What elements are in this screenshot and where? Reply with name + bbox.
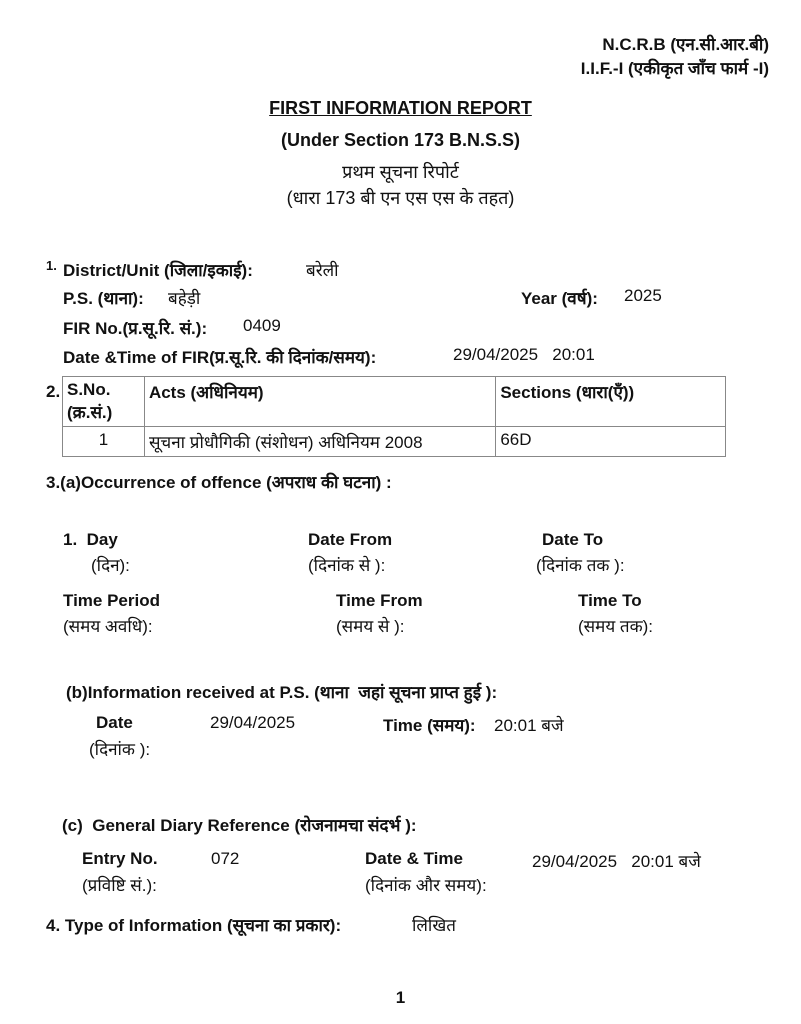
fir-datetime-value: 29/04/2025 20:01 <box>453 345 595 364</box>
date-to-label: Date To <box>542 530 604 549</box>
row-act: सूचना प्रोधौगिकी (संशोधन) अधिनियम 2008 <box>144 427 495 457</box>
date-from-label-hindi: (दिनांक से ): <box>308 556 386 575</box>
ps-label: P.S. (थाना): <box>63 289 144 308</box>
time-from-label: Time From <box>336 591 423 610</box>
time-to-label-hindi: (समय तक): <box>578 617 654 636</box>
report-section-hindi: (धारा 173 बी एन एस एस के तहत) <box>286 188 515 208</box>
col-sno <box>63 377 145 427</box>
received-time-value: 20:01 बजे <box>494 716 564 735</box>
time-to-label: Time To <box>578 591 642 610</box>
fir-no-value: 0409 <box>243 316 281 335</box>
year-value: 2025 <box>624 286 662 305</box>
section-2-number: 2. <box>46 382 61 401</box>
time-from-label-hindi: (समय से ): <box>336 617 405 636</box>
page-number: 1 <box>395 988 406 1007</box>
district-value: बरेली <box>306 261 339 280</box>
day-label: 1. Day <box>63 530 118 549</box>
received-date-label: Date <box>96 713 133 732</box>
gd-datetime-label-hindi: (दिनांक और समय): <box>365 876 487 895</box>
entry-no-label-hindi: (प्रविष्टि सं.): <box>82 876 157 895</box>
section-1-number: 1. <box>46 258 57 273</box>
iif-label: I.I.F.-I (एकीकृत जाँच फार्म -I) <box>580 59 769 78</box>
occurrence-heading: 3.(a)Occurrence of offence (अपराध की घटना) : <box>46 473 392 492</box>
fir-no-label: FIR No.(प्र.सू.रि. सं.): <box>63 319 208 338</box>
gd-datetime-value: 29/04/2025 20:01 बजे <box>532 852 701 871</box>
entry-no-label: Entry No. <box>82 849 158 868</box>
received-date-value: 29/04/2025 <box>210 713 296 732</box>
date-from-label: Date From <box>308 530 393 549</box>
ps-value: बहेड़ी <box>168 289 201 308</box>
type-of-information-value: लिखित <box>412 916 456 935</box>
fir-datetime-label: Date &Time of FIR(प्र.सू.रि. की दिनांक/समय): <box>63 348 377 367</box>
year-label: Year (वर्ष): <box>521 289 598 308</box>
col-sno-hi: (क्र.सं.) <box>67 403 113 422</box>
day-label-hindi: (दिन): <box>91 556 130 575</box>
gd-datetime-label: Date & Time <box>365 849 463 868</box>
table-row <box>63 427 726 457</box>
time-period-label-hindi: (समय अवधि): <box>63 617 153 636</box>
report-title-hindi: प्रथम सूचना रिपोर्ट <box>342 162 459 182</box>
col-acts: Acts (अधिनियम) <box>144 377 495 427</box>
row-sno: 1 <box>63 427 145 457</box>
date-to-label-hindi: (दिनांक तक ): <box>536 556 625 575</box>
info-received-heading: (b)Information received at P.S. (थाना जहां सूचना प्राप्त हुई ): <box>66 683 498 702</box>
received-date-label-hindi: (दिनांक ): <box>89 740 151 759</box>
district-label: District/Unit (जिला/इकाई): <box>63 261 253 280</box>
acts-table <box>62 376 726 457</box>
type-of-information-label: 4. Type of Information (सूचना का प्रकार): <box>46 916 342 935</box>
report-title: FIRST INFORMATION REPORT <box>269 98 532 118</box>
time-period-label: Time Period <box>63 591 160 610</box>
ncrb-label: N.C.R.B (एन.सी.आर.बी) <box>602 35 769 54</box>
row-section: 66D <box>496 427 726 457</box>
col-sections: Sections (धारा(एँ)) <box>496 377 726 427</box>
entry-no-value: 072 <box>211 849 240 868</box>
general-diary-heading: (c) General Diary Reference (रोजनामचा संदर्भ ): <box>62 816 417 835</box>
report-section: (Under Section 173 B.N.S.S) <box>280 130 521 150</box>
acts-table-header <box>63 377 726 427</box>
title-block <box>0 98 801 119</box>
col-sno-en: S.No. <box>67 380 111 399</box>
received-time-label: Time (समय): <box>383 716 476 735</box>
